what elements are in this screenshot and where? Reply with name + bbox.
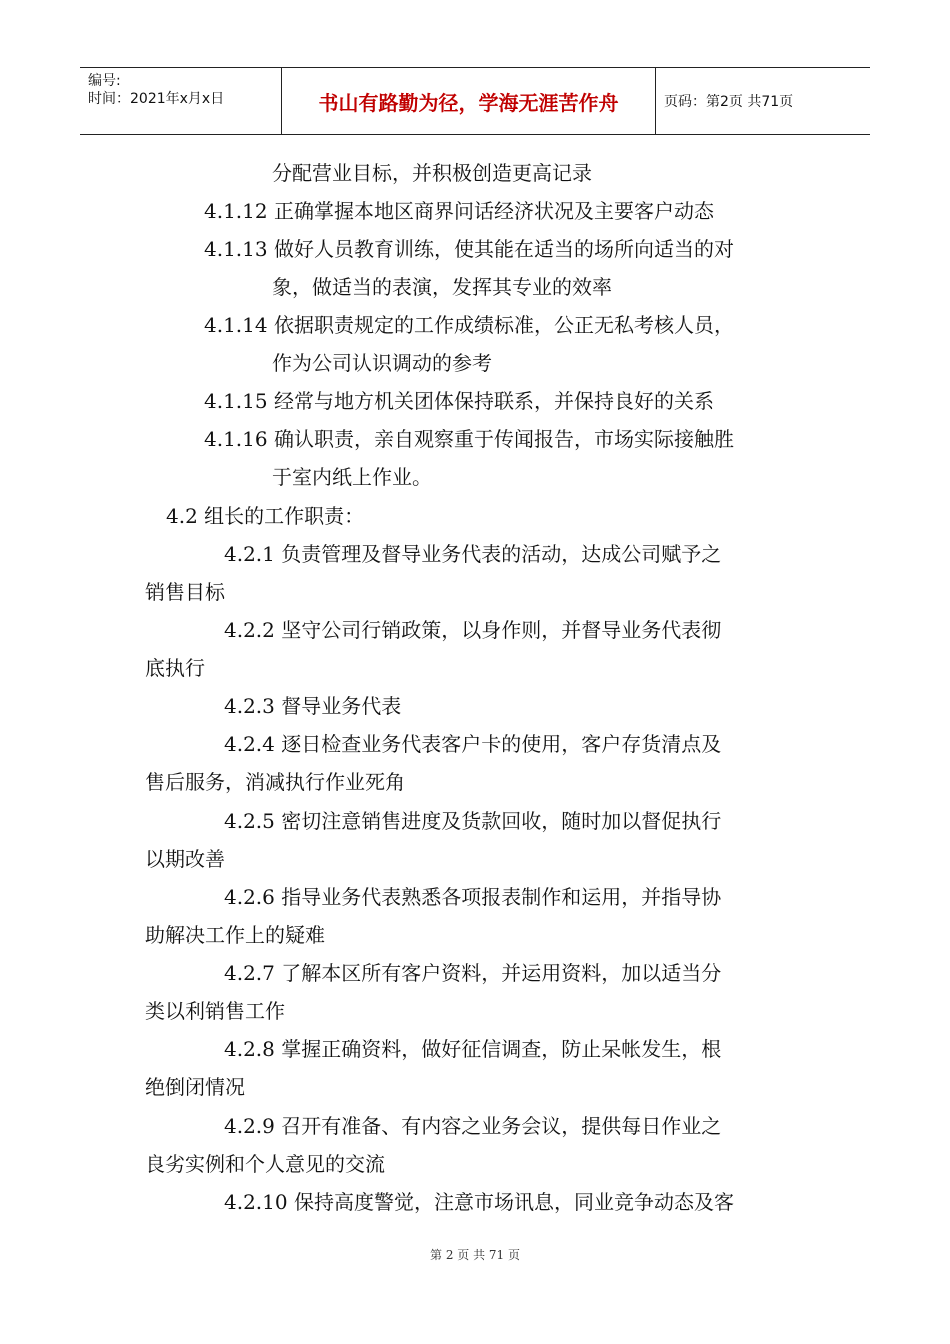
body-line: 良劣实例和个人意见的交流 bbox=[145, 1152, 385, 1176]
body-line: 于室内纸上作业。 bbox=[272, 465, 432, 489]
body-line: 绝倒闭情况 bbox=[145, 1075, 245, 1099]
body-line: 4.1.16 确认职责，亲自观察重于传闻报告，市场实际接触胜 bbox=[204, 427, 734, 451]
body-line: 4.1.12 正确掌握本地区商界问话经济状况及主要客户动态 bbox=[204, 199, 714, 223]
document-number-label: 编号: bbox=[88, 73, 121, 89]
body-line: 4.1.15 经常与地方机关团体保持联系，并保持良好的关系 bbox=[204, 389, 714, 413]
body-line: 4.1.14 依据职责规定的工作成绩标准，公正无私考核人员， bbox=[204, 313, 734, 337]
body-line: 售后服务，消减执行作业死角 bbox=[145, 770, 405, 794]
body-line: 4.2.5 密切注意销售进度及货款回收，随时加以督促执行 bbox=[224, 809, 722, 833]
page-header bbox=[80, 67, 870, 135]
body-line: 4.2.6 指导业务代表熟悉各项报表制作和运用，并指导协 bbox=[224, 885, 722, 909]
body-line: 类以利销售工作 bbox=[145, 999, 285, 1023]
body-line: 象，做适当的表演，发挥其专业的效率 bbox=[272, 275, 612, 299]
header-motto: 书山有路勤为径，学海无涯苦作舟 bbox=[282, 68, 656, 134]
body-line: 4.2.10 保持高度警觉，注意市场讯息，同业竞争动态及客 bbox=[224, 1190, 734, 1214]
body-line: 4.2.1 负责管理及督导业务代表的活动，达成公司赋予之 bbox=[224, 542, 722, 566]
body-line: 4.1.13 做好人员教育训练，使其能在适当的场所向适当的对 bbox=[204, 237, 734, 261]
page-footer: 第 2 页 共 71 页 bbox=[430, 1248, 520, 1262]
document-date: 时间：2021年x月x日 bbox=[88, 91, 225, 107]
body-line: 4.2.7 了解本区所有客户资料，并运用资料，加以适当分 bbox=[224, 961, 722, 985]
body-line: 助解决工作上的疑难 bbox=[145, 923, 325, 947]
body-line: 以期改善 bbox=[145, 847, 225, 871]
body-line: 销售目标 bbox=[145, 580, 225, 604]
header-meta bbox=[80, 68, 282, 134]
header-page-info: 页码：第2页 共71页 bbox=[664, 94, 794, 110]
body-line: 4.2.2 坚守公司行销政策，以身作则，并督导业务代表彻 bbox=[224, 618, 722, 642]
section-heading: 4.2 组长的工作职责： bbox=[166, 504, 365, 528]
body-line: 作为公司认识调动的参考 bbox=[272, 351, 492, 375]
body-line: 4.2.9 召开有准备、有内容之业务会议，提供每日作业之 bbox=[224, 1114, 722, 1138]
body-line: 4.2.3 督导业务代表 bbox=[224, 694, 402, 718]
body-line: 4.2.8 掌握正确资料，做好征信调查，防止呆帐发生，根 bbox=[224, 1037, 722, 1061]
body-line: 分配营业目标，并积极创造更高记录 bbox=[272, 161, 592, 185]
body-line: 底执行 bbox=[145, 656, 205, 680]
body-line: 4.2.4 逐日检查业务代表客户卡的使用，客户存货清点及 bbox=[224, 732, 722, 756]
